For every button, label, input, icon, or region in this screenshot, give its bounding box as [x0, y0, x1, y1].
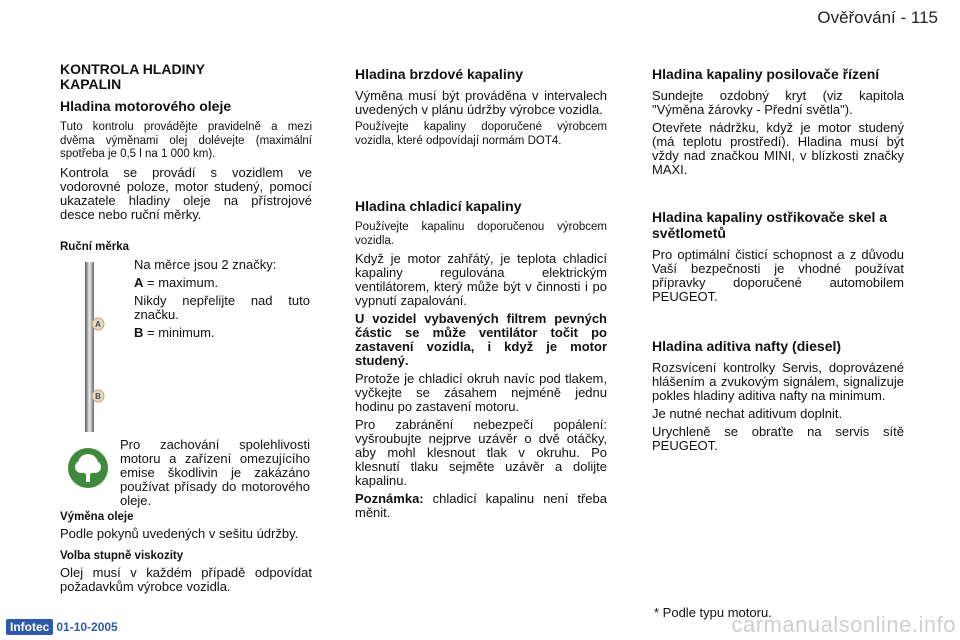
coolant-paragraph-4: Protože je chladicí okruh navíc pod tlakem, vyčkejte se zásahem nejméně jednu hodinu po zastavení motoru. [355, 371, 607, 414]
heading-brake-fluid: Hladina brzdové kapaliny [355, 66, 524, 82]
environment-tree-icon [66, 446, 110, 490]
heading-oil-change: Výměna oleje [60, 511, 134, 523]
coolant-paragraph-5: Pro zabránění nebezpečí popálení: vyšroubujte nejprve uzávěr o dvě otáčky, aby mohl klesnout tlak v okruhu. Po klesnutí tlaku sejměte uzávěr a dolijte kapalinu. [355, 417, 607, 488]
column-2 [355, 66, 607, 524]
page-header [817, 8, 938, 28]
additive-paragraph-1: Rozsvícení kontrolky Servis, doprovázené hlášením a zvukovým signálem, signalizuje pokles hladiny aditiva nafty na minimum. [652, 360, 904, 403]
dipstick-description [134, 258, 310, 344]
mark-b-description: B = minimum. [134, 325, 215, 340]
additive-paragraph-2: Je nutné nechat aditivum doplnit. [652, 406, 843, 421]
coolant-paragraph-1: Používejte kapalinu doporučenou výrobcem vozidla. [355, 221, 607, 247]
dipstick-rod [85, 262, 94, 432]
page-number: 115 [910, 8, 938, 27]
heading-power-steering: Hladina kapaliny posilovače řízení [652, 66, 880, 82]
oil-change-section [60, 510, 312, 598]
oil-paragraph-1: Tuto kontrolu provádějte pravidelně a mezi dvěma výměnami olej dolévejte (maximální spotřeba je 0,5 l na 1 000 km). [60, 121, 312, 160]
footnote: * Podle typu motoru. [654, 605, 772, 620]
brake-paragraph-1: Výměna musí být prováděna v intervalech uvedených v plánu údržby výrobce vozidla. [355, 88, 607, 117]
heading-coolant: Hladina chladicí kapaliny [355, 198, 522, 214]
heading-diesel-additive: Hladina aditiva nafty (diesel) [652, 338, 842, 354]
coolant-paragraph-2: Když je motor zahřátý, je teplota chladicí kapaliny regulována elektrickým ventilátorem, který může být v činnosti i po vypnutí zapalování. [355, 251, 607, 308]
heading-viscosity: Volba stupně viskozity [60, 550, 184, 562]
steering-paragraph-2: Otevřete nádržku, když je motor studený (má teplotu prostředí). Hladina musí být vždy nad značkou MINI, v blízkosti značky MAXI. [652, 120, 904, 177]
heading-engine-oil: Hladina motorového oleje [60, 98, 232, 114]
heading-washer-fluid: Hladina kapaliny ostřikovače skel a světlometů [652, 209, 888, 241]
footer [6, 618, 118, 636]
oil-paragraph-2: Kontrola se provádí s vozidlem ve vodorovné poloze, motor studený, pomocí ukazatele hladiny oleje na přístrojové desce nebo ruční měrky. [60, 164, 312, 222]
additive-paragraph-3: Urychleně se obraťte na servis sítě PEUGEOT. [652, 424, 904, 453]
dipstick-illustration [60, 262, 120, 432]
footer-date: 01-10-2005 [56, 620, 118, 634]
dipstick-marks-intro: Na měrce jsou 2 značky: [134, 257, 277, 272]
column-3 [652, 66, 904, 457]
brake-paragraph-2: Používejte kapaliny doporučené výrobcem vozidla, které odpovídají normám DOT4. [355, 121, 607, 147]
oil-change-text: Podle pokynů uvedených v sešitu údržby. [60, 526, 299, 541]
coolant-paragraph-3: U vozidel vybavených filtrem pevných částic se může ventilátor točit po zastavení vozidla, i když je motor studený. [355, 311, 607, 368]
mark-a-label: A [95, 320, 101, 329]
header-title: Ověřování [817, 8, 896, 27]
coolant-note: Poznámka: chladicí kapalinu není třeba měnit. [355, 491, 607, 520]
steering-paragraph-1: Sundejte ozdobný kryt (viz kapitola "Výměna žárovky - Přední světla"). [652, 88, 904, 117]
environment-note-text: Pro zachování spolehlivosti motoru a zařízení omezujícího emise škodlivin je zakázáno používat přísady do motorového oleje. [120, 437, 310, 508]
mark-a-description: A = maximum. [134, 275, 219, 290]
viscosity-text: Olej musí v každém případě odpovídat požadavkům výrobce vozidla. [60, 565, 312, 594]
footer-brand: Infotec [6, 619, 53, 635]
overfill-warning: Nikdy nepřelijte nad tuto značku. [134, 293, 310, 322]
column-1 [60, 62, 312, 257]
heading-dipstick: Ruční měrka [60, 240, 130, 253]
watermark: carmanualsonline.info [731, 612, 956, 637]
environment-note [120, 438, 310, 512]
mark-b-label: B [95, 392, 101, 401]
section-title-fluid-levels: KONTROLA HLADINY KAPALIN [60, 61, 205, 92]
washer-paragraph-1: Pro optimální čisticí schopnost a z důvodu Vaší bezpečnosti je vhodné používat přípravky doporučené automobilem PEUGEOT. [652, 247, 904, 304]
header-separator: - [895, 8, 911, 27]
